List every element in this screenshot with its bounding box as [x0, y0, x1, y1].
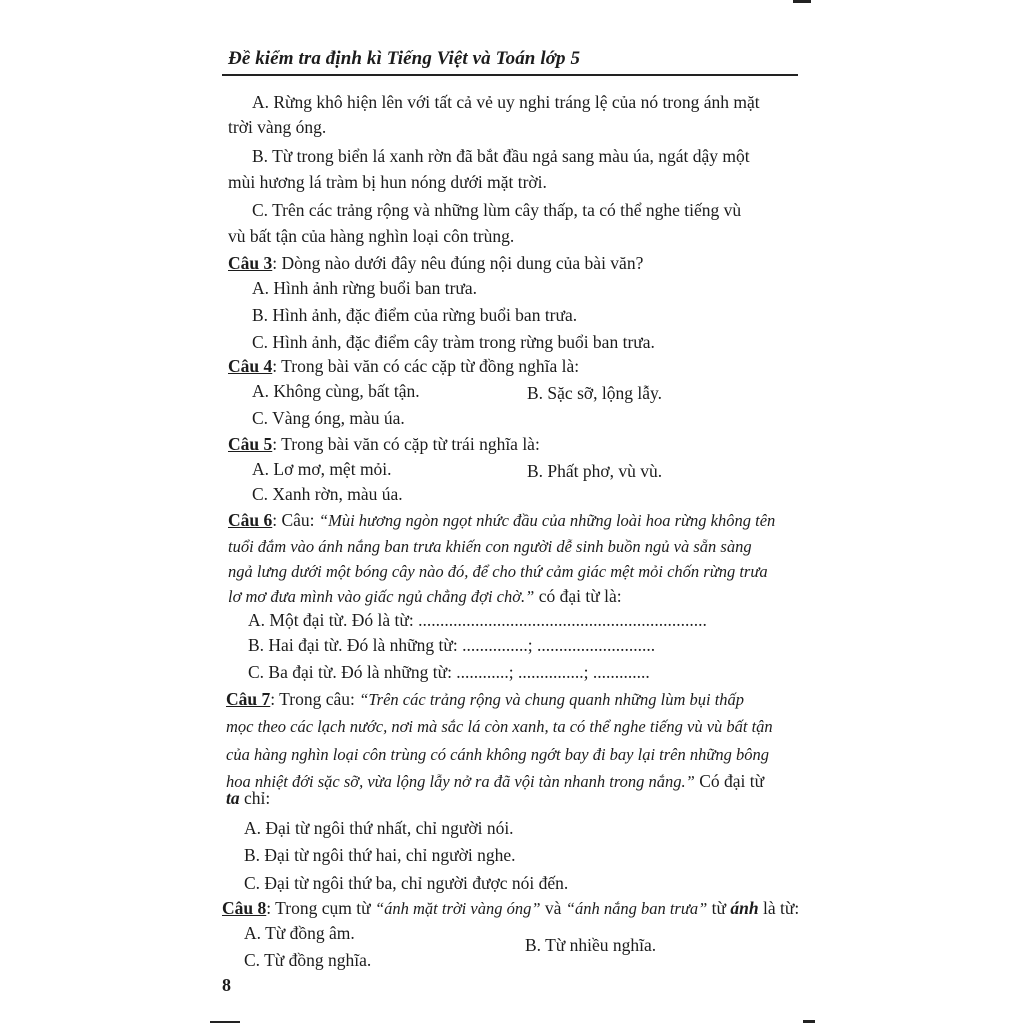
q8-tail: là từ:: [758, 898, 800, 918]
q7-quote-line4: hoa nhiệt đới sặc sỡ, vừa lộng lẫy nở ra đã vội tàn nhanh trong nắng.”: [226, 772, 695, 791]
q7-option-a: A. Đại từ ngôi thứ nhất, chỉ người nói.: [244, 818, 514, 838]
q3-text: : Dòng nào dưới đây nêu đúng nội dung của bài văn?: [272, 253, 644, 273]
q3-label: Câu 3: [228, 253, 273, 273]
q8-mid: và: [540, 898, 566, 918]
q7-quote-line2: mọc theo các lạch nước, nơi mà sắc lá còn xanh, ta có thể nghe tiếng vù vù bất tận: [226, 717, 773, 736]
scan-mark-bottom-right: [803, 1020, 815, 1023]
q6-option-c: C. Ba đại từ. Đó là những từ: ............; ...............; .............: [248, 662, 650, 682]
q2-option-c-line1: C. Trên các trảng rộng và những lùm cây thấp, ta có thể nghe tiếng vù: [252, 200, 742, 220]
page-number: 8: [222, 975, 231, 995]
q6-question-line1: [228, 512, 775, 530]
q2-option-b-line1: B. Từ trong biển lá xanh rờn đã bắt đầu ngả sang màu úa, ngát dậy một: [252, 146, 750, 166]
q5-text: : Trong bài văn có cặp từ trái nghĩa là:: [272, 434, 540, 454]
q6-option-b: B. Hai đại từ. Đó là những từ: ...............; ...........................: [248, 635, 656, 655]
q7-quote-line1: “Trên các trảng rộng và chung quanh những lùm bụi thấp: [359, 690, 745, 709]
q8-lead: : Trong cụm từ: [266, 898, 375, 918]
q8-word: ánh: [730, 898, 759, 918]
q3-option-c: C. Hình ảnh, đặc điểm cây tràm trong rừng buổi ban trưa.: [252, 332, 655, 352]
q7-word: ta: [226, 788, 240, 808]
q6-quote-line2: tuổi đắm vào ánh nắng ban trưa khiến con người dễ sinh buồn ngủ và sẵn sàng: [228, 537, 752, 556]
q2-option-b-line2: mùi hương lá tràm bị hun nóng dưới mặt trời.: [228, 172, 547, 192]
q8-label: Câu 8: [222, 898, 267, 918]
q6-tail: có đại từ là:: [534, 586, 622, 606]
q7-question-line1: [226, 691, 744, 709]
q7-option-c: C. Đại từ ngôi thứ ba, chỉ người được nói đến.: [244, 873, 569, 893]
q5-label: Câu 5: [228, 434, 273, 454]
q5-option-b: B. Phất phơ, vù vù.: [527, 461, 663, 481]
page-header: Đề kiểm tra định kì Tiếng Việt và Toán lớp 5: [228, 48, 581, 69]
q5-option-a: A. Lơ mơ, mệt mỏi.: [252, 459, 392, 479]
q4-option-c: C. Vàng óng, màu úa.: [252, 408, 405, 428]
q7-question-line5: [226, 790, 270, 808]
scan-mark-top: [793, 0, 811, 3]
scan-mark-bottom-left: [210, 1021, 240, 1023]
q7-quote-line3: của hàng nghìn loại côn trùng có cánh không ngớt bay đi bay lại trên những bông: [226, 745, 769, 764]
q6-quote-line4: lơ mơ đưa mình vào giấc ngủ chẳng đợi chờ.”: [228, 587, 535, 606]
q3-question: [228, 255, 643, 273]
q8-option-b: B. Từ nhiều nghĩa.: [525, 935, 657, 955]
q6-quote-line3: ngả lưng dưới một bóng cây nào đó, để cho thứ cảm giác mệt mỏi chốn rừng trưa: [228, 562, 768, 581]
q2-option-a-line2: trời vàng óng.: [228, 117, 327, 137]
q5-option-c: C. Xanh rờn, màu úa.: [252, 484, 403, 504]
q6-quote-line1: “Mùi hương ngòn ngọt nhức đầu của những loài hoa rừng không tên: [318, 511, 776, 530]
q8-phrase1: “ánh mặt trời vàng óng”: [374, 899, 541, 918]
q6-option-a: A. Một đại từ. Đó là từ: ..................................................................: [248, 610, 707, 630]
q8-mid2: từ: [707, 898, 731, 918]
q4-label: Câu 4: [228, 356, 273, 376]
q6-question-line4: [228, 588, 622, 606]
q4-question: [228, 358, 579, 376]
q4-option-a: A. Không cùng, bất tận.: [252, 381, 420, 401]
q7-label: Câu 7: [226, 689, 271, 709]
q2-option-c-line2: vù bất tận của hàng nghìn loại côn trùng.: [228, 226, 515, 246]
q3-option-b: B. Hình ảnh, đặc điểm của rừng buổi ban trưa.: [252, 305, 578, 325]
q7-option-b: B. Đại từ ngôi thứ hai, chỉ người nghe.: [244, 845, 516, 865]
q5-question: [228, 436, 540, 454]
q6-label: Câu 6: [228, 510, 273, 530]
q2-option-a-line1: A. Rừng khô hiện lên với tất cả vẻ uy nghi tráng lệ của nó trong ánh mặt: [252, 92, 760, 112]
q7-tail: Có đại từ: [694, 771, 765, 791]
q7-word-tail: chỉ:: [239, 788, 271, 808]
q7-lead: : Trong câu:: [270, 689, 360, 709]
q7-question-line4: [226, 773, 764, 791]
q8-option-c: C. Từ đồng nghĩa.: [244, 950, 372, 970]
q4-option-b: B. Sặc sỡ, lộng lẫy.: [527, 383, 662, 403]
q8-question: [222, 900, 799, 918]
q4-text: : Trong bài văn có các cặp từ đồng nghĩa là:: [272, 356, 580, 376]
q8-phrase2: “ánh nắng ban trưa”: [565, 899, 708, 918]
q8-option-a: A. Từ đồng âm.: [244, 923, 355, 943]
q6-lead: : Câu:: [272, 510, 319, 530]
header-rule: [222, 74, 798, 76]
q3-option-a: A. Hình ảnh rừng buổi ban trưa.: [252, 278, 478, 298]
